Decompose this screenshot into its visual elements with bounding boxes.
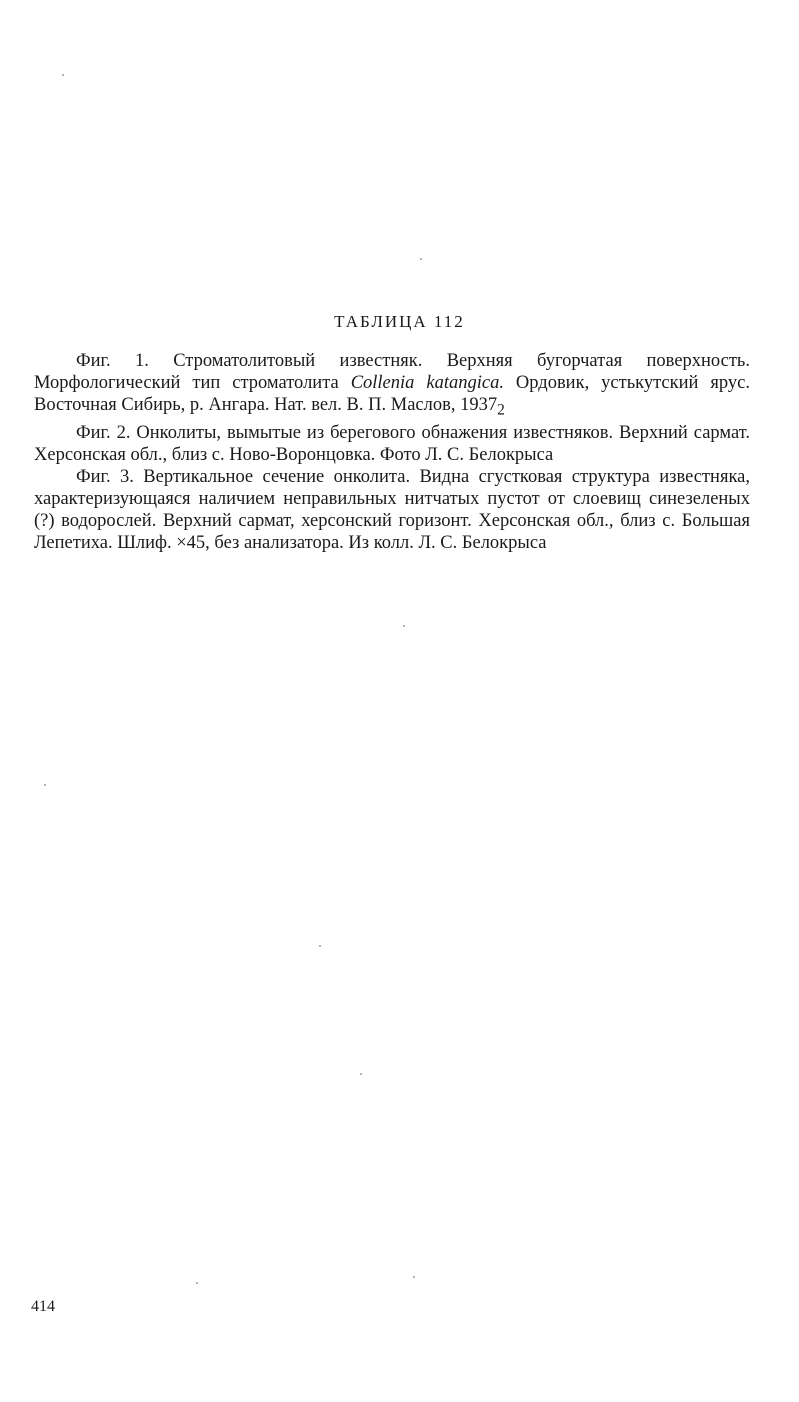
- table-title: ТАБЛИЦА 112: [334, 312, 465, 331]
- scan-speck: [319, 945, 321, 947]
- scan-speck: [360, 1073, 362, 1075]
- scan-speck: [44, 784, 46, 786]
- species-name: Collenia katangica.: [350, 373, 504, 393]
- caption-text: Вертикальное сечение онколита. Видна сгустковая структура известняка, характеризующаяся наличием неправильных нитчатых пустот от слоевищ синезеленых (?) водорослей. Верхний сармат, херсонский горизонт. Херсонская обл., близ с. Большая Лепетиха. Шлиф. ×45, без анализатора. Из колл. Л. С. Белокрыса: [34, 466, 750, 553]
- caption-text-part: Ордовик, устькутский ярус. Восточная Сибирь, р. Ангара. Нат. вел. В. П. Маслов, 1937: [34, 373, 750, 415]
- caption-fig-2: [34, 422, 750, 466]
- caption-label: Фиг. 1.: [76, 351, 149, 371]
- scan-speck: [196, 1282, 198, 1284]
- caption-text-part: Строматолитовый известняк. Верхняя бугорчатая поверхность. Морфологический тип строматолита: [34, 351, 750, 393]
- caption-label: Фиг. 2.: [76, 422, 131, 443]
- scan-speck: [413, 1276, 415, 1278]
- year-subscript: 2: [497, 401, 505, 419]
- caption-fig-1: [34, 350, 750, 422]
- caption-text: Онколиты, вымытые из берегового обнажения известняков. Верхний сармат. Херсонская обл., близ с. Ново-Воронцовка. Фото Л. С. Белокрыса: [34, 422, 751, 465]
- caption-fig-3: [34, 466, 750, 554]
- scan-speck: [62, 74, 64, 76]
- scan-speck: [420, 258, 422, 260]
- page-number: 414: [31, 1298, 55, 1315]
- scan-speck: [403, 625, 405, 627]
- caption-label: Фиг. 3.: [76, 466, 134, 487]
- figure-captions: [34, 350, 750, 554]
